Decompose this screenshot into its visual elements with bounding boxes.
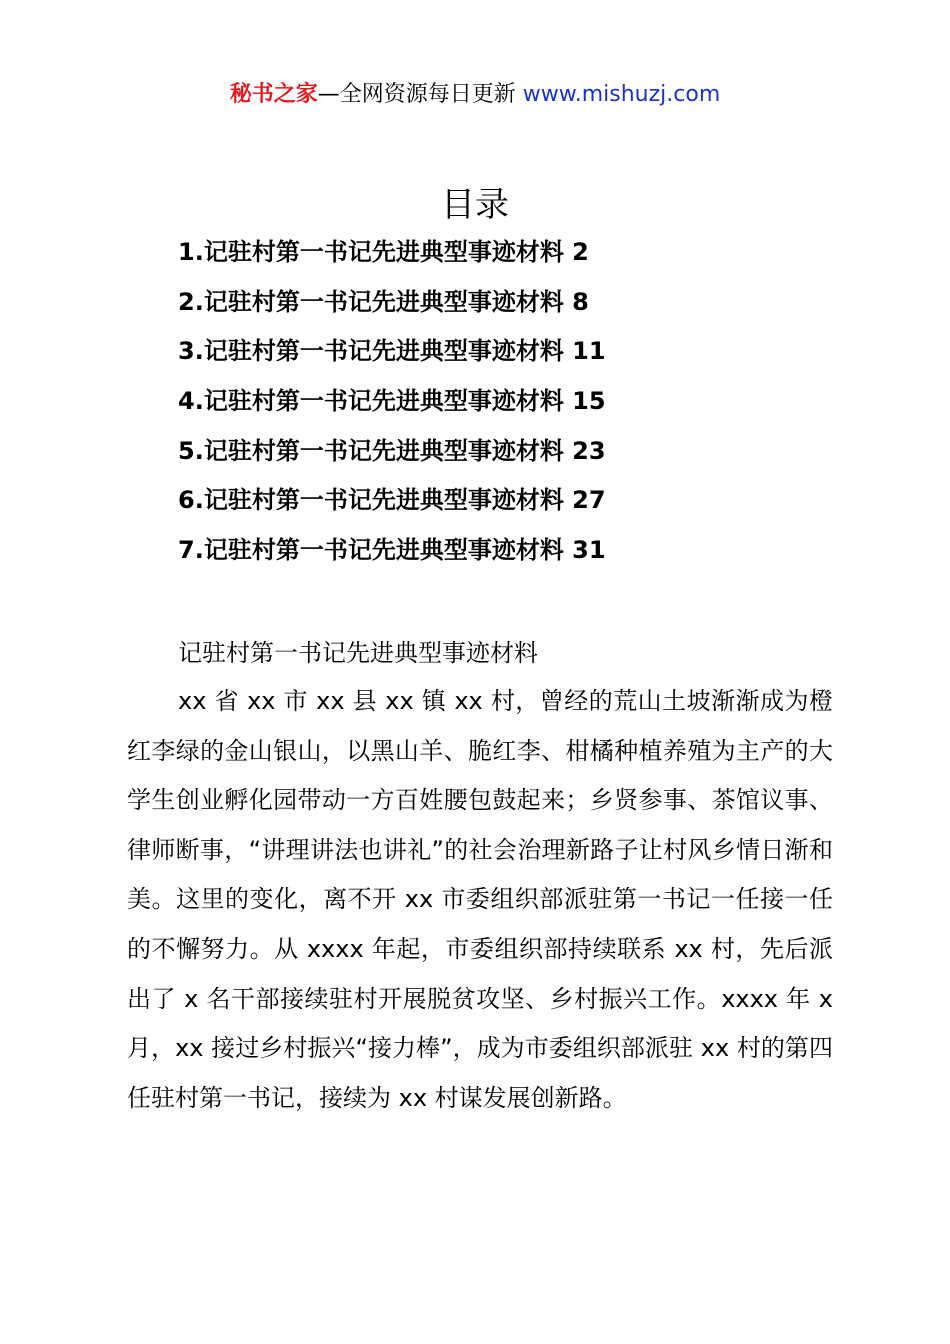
site-url-link[interactable]: www.mishuzj.com — [522, 82, 721, 107]
article-body — [127, 636, 833, 1123]
toc-title: 目录 — [441, 185, 509, 225]
toc-item-7[interactable]: 7.记驻村第一书记先进典型事迹材料 31 — [178, 536, 606, 565]
article-paragraph: xx 省 xx 市 xx 县 xx 镇 xx 村，曾经的荒山土坡渐渐成为橙红李绿的金山银山，以黑山羊、脆红李、柑橘种植养殖为主产的大学生创业孵化园带动一方百姓腰包鼓起来；乡贤参事、茶馆议事、律师断事，“讲理讲法也讲礼”的社会治理新路子让村风乡情日渐和美。这里的变化，离不开 xx 市委组织部派驻第一书记一任接一任的不懈努力。从 xxxx 年起，市委组织部持续联系 xx 村，先后派出了 x 名干部接续驻村开展脱贫攻坚、乡村振兴工作。xxxx 年 x 月，xx 接过乡村振兴“接力棒”，成为市委组织部派驻 xx 村的第四任驻村第一书记，接续为 xx 村谋发展创新路。 — [127, 687, 833, 1112]
header-tagline: —全网资源每日更新 — [317, 82, 523, 107]
article-title: 记驻村第一书记先进典型事迹材料 — [178, 639, 538, 667]
brand-name: 秘书之家 — [229, 82, 318, 107]
toc-item-3[interactable]: 3.记驻村第一书记先进典型事迹材料 11 — [178, 337, 606, 366]
site-header — [0, 80, 950, 110]
toc-item-5[interactable]: 5.记驻村第一书记先进典型事迹材料 23 — [178, 436, 606, 465]
toc-item-4[interactable]: 4.记驻村第一书记先进典型事迹材料 15 — [178, 387, 606, 416]
table-of-contents — [178, 237, 606, 585]
toc-item-6[interactable]: 6.记驻村第一书记先进典型事迹材料 27 — [178, 486, 606, 515]
toc-item-1[interactable]: 1.记驻村第一书记先进典型事迹材料 2 — [178, 238, 589, 266]
toc-item-2[interactable]: 2.记驻村第一书记先进典型事迹材料 8 — [178, 287, 589, 316]
